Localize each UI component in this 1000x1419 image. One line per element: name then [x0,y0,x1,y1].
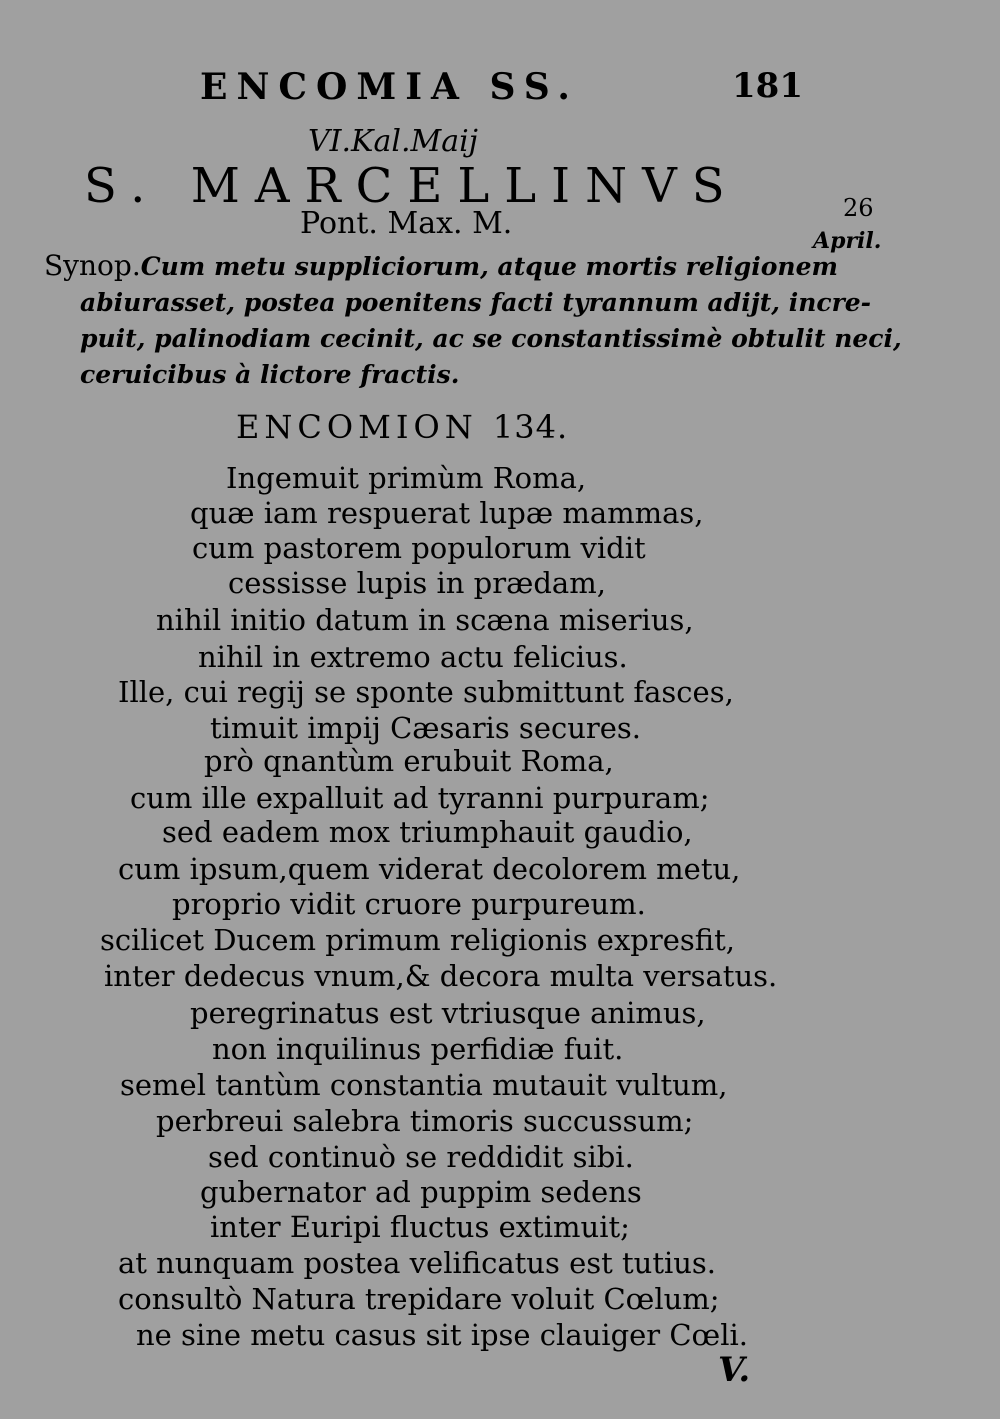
verse-line: sed eadem mox triumphauit gaudio, [162,815,693,849]
margin-note-day: 26 [843,194,874,222]
verse-line: nihil in extremo actu felicius. [198,640,628,674]
verse-line: timuit impij Cæsaris secures. [210,711,642,745]
margin-note-month: April. [813,228,882,254]
saint-name: S. MARCELLINVS [84,158,740,214]
encomion-number: 134. [492,408,569,446]
encomion-heading: ENCOMION 134. [236,408,569,446]
verse-line: proprio vidit cruore purpureum. [172,887,646,921]
synopsis [44,248,902,393]
synopsis-line: puit, palinodiam cecinit, ac se constantissimè obtulit neci, [80,324,902,353]
verse-line: semel tantùm constantia mutauit vultum, [120,1068,728,1102]
verse-line: quæ iam respuerat lupæ mammas, [190,496,704,530]
feast-date: VI.Kal.Maij [308,124,478,159]
synopsis-line: Synop.Cum metu suppliciorum, atque mortis religionem [44,249,838,282]
verse-line: scilicet Ducem primum religionis expresfit, [100,923,735,957]
synopsis-label: Synop. [44,249,141,282]
verse-line: inter dedecus vnum,& decora multa versatus. [104,959,778,993]
verse-line: cum ipsum,quem viderat decolorem metu, [118,852,741,886]
verse-line: cessisse lupis in prædam, [228,566,606,600]
verse-line: inter Euripi fluctus extimuit; [210,1210,630,1244]
verse-line: nihil initio datum in scæna miserius, [156,603,694,637]
verse-line: consultò Natura trepidare voluit Cœlum; [118,1282,720,1316]
verse-line: perbreui salebra timoris succussum; [156,1104,694,1138]
verse-line: ne sine metu casus sit ipse clauiger Cœli. [136,1318,749,1352]
verse-line: Ille, cui regij se sponte submittunt fasces, [118,675,734,709]
verse-line: cum ille expalluit ad tyranni purpuram; [130,781,710,815]
verse-line: Ingemuit primùm Roma, [226,461,587,495]
saint-title: Pont. Max. M. [300,206,513,241]
verse-line: gubernator ad puppim sedens [200,1175,642,1209]
verse-line: peregrinatus est vtriusque animus, [190,996,706,1030]
synopsis-line: abiurasset, postea poenitens facti tyrannum adijt, incre- [80,288,872,317]
verse-line: prò qnantùm erubuit Roma, [204,744,614,778]
verse-line: sed continuò se reddidit sibi. [208,1140,634,1174]
synopsis-line: ceruicibus à lictore fractis. [80,360,460,389]
running-title: ENCOMIA SS. [200,66,579,108]
verse-line: cum pastorem populorum vidit [192,531,646,565]
verse-line: at nunquam postea velificatus est tutius. [118,1246,717,1280]
verse-line: non inquilinus perfidiæ fuit. [212,1032,624,1066]
signature-mark: V. [718,1350,751,1390]
page-number: 181 [732,66,803,106]
